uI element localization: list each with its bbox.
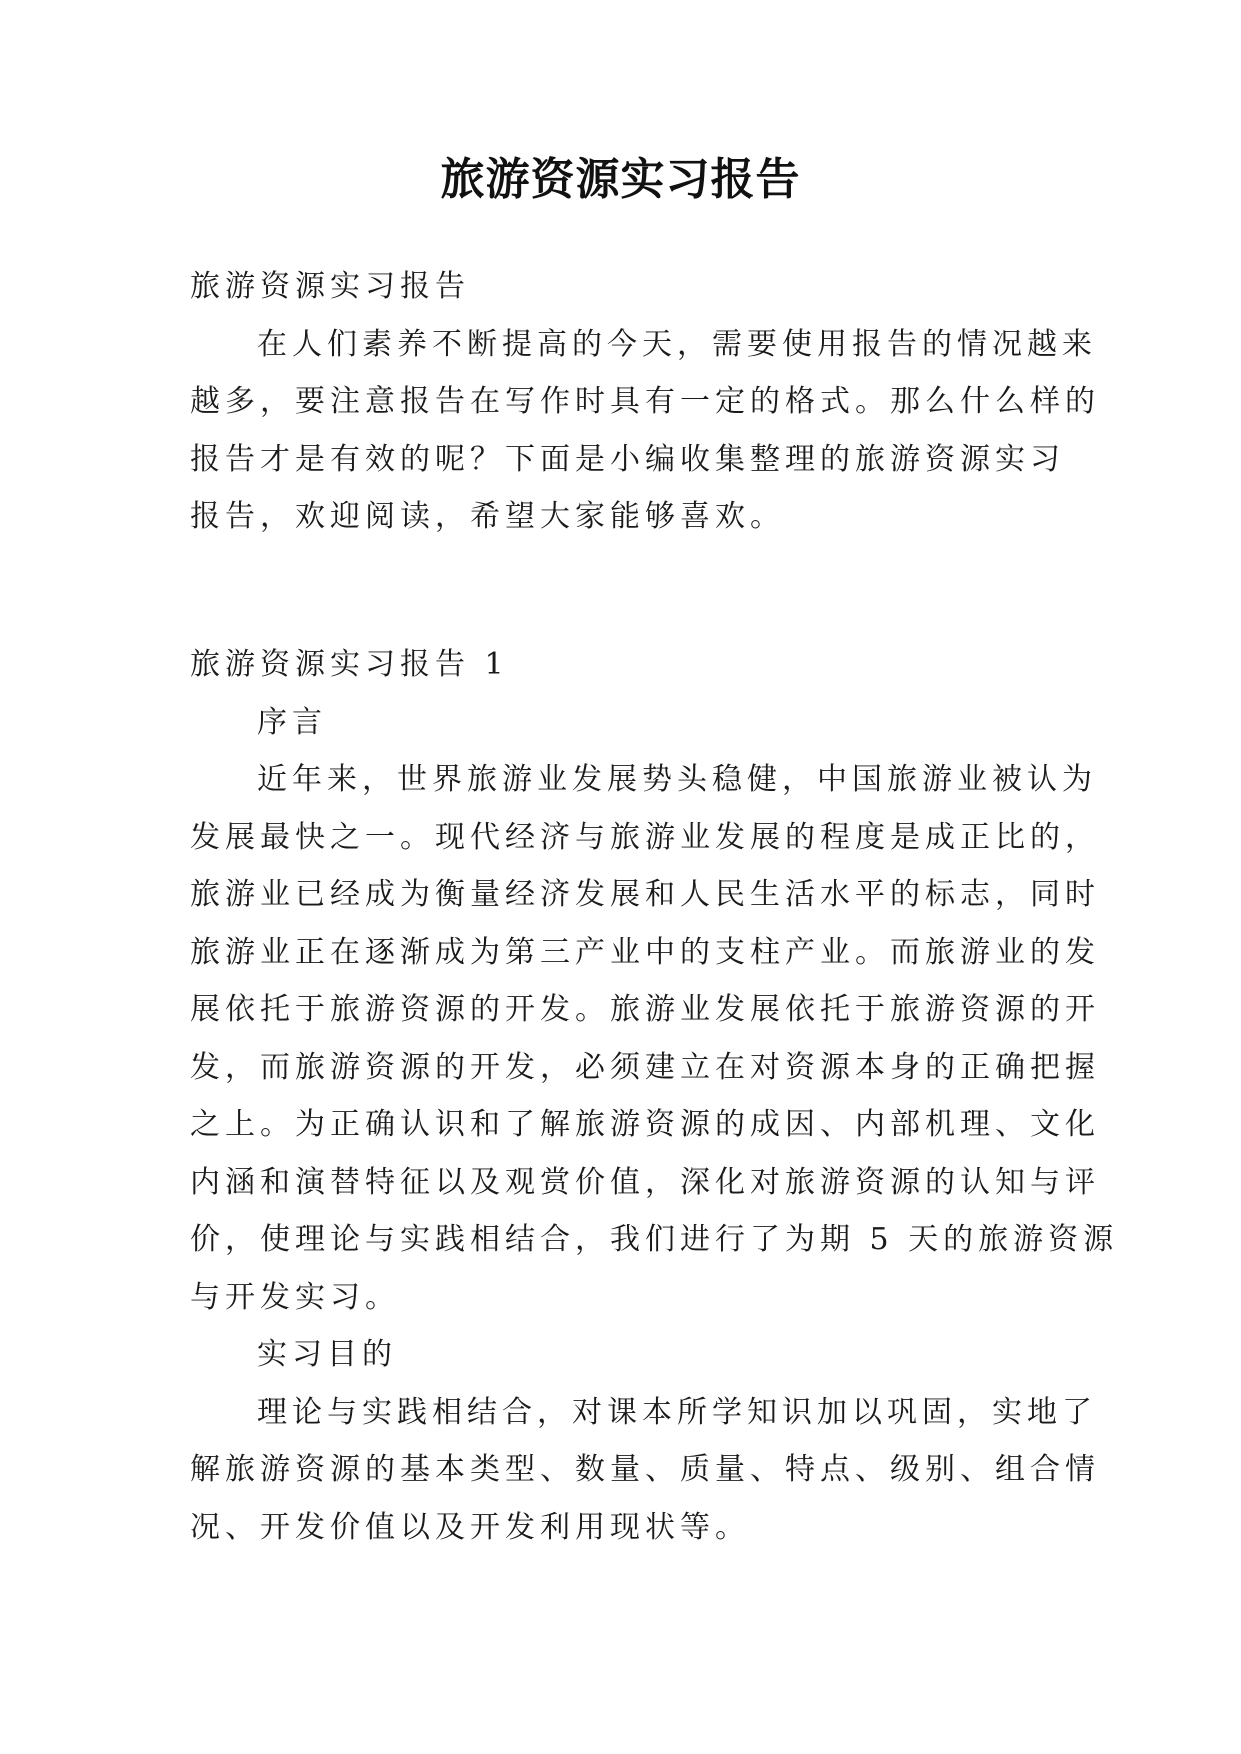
preface-line-10: 与开发实习。 bbox=[190, 1279, 400, 1315]
intro-line-4: 报告，欢迎阅读，希望大家能够喜欢。 bbox=[190, 499, 785, 534]
purpose-line-3: 况、开发价值以及开发利用现状等。 bbox=[190, 1509, 750, 1545]
intro-line-1: 在人们素养不断提高的今天，需要使用报告的情况越来 bbox=[257, 326, 1097, 362]
preface-line-7: 之上。为正确认识和了解旅游资源的成因、内部机理、文化 bbox=[190, 1107, 1100, 1142]
preface-line-4: 旅游业正在逐渐成为第三产业中的支柱产业。而旅游业的发 bbox=[190, 934, 1100, 970]
purpose-line-1: 理论与实践相结合，对课本所学知识加以巩固，实地了 bbox=[257, 1394, 1097, 1430]
intro-line-2: 越多，要注意报告在写作时具有一定的格式。那么什么样的 bbox=[190, 384, 1100, 419]
preface-line-3: 旅游业已经成为衡量经济发展和人民生活水平的标志，同时 bbox=[190, 877, 1100, 912]
subtitle: 旅游资源实习报告 bbox=[190, 269, 470, 304]
preface-line-9: 价，使理论与实践相结合，我们进行了为期 5 天的旅游资源 bbox=[190, 1222, 1119, 1257]
preface-heading: 序言 bbox=[257, 704, 327, 740]
preface-line-1: 近年来，世界旅游业发展势头稳健，中国旅游业被认为 bbox=[257, 762, 1097, 797]
section-1 bbox=[190, 636, 1119, 1556]
purpose-heading: 实习目的 bbox=[257, 1337, 397, 1372]
document-title: 旅游资源实习报告 bbox=[440, 154, 801, 205]
section-1-heading: 旅游资源实习报告 1 bbox=[190, 647, 509, 682]
purpose-line-2: 解旅游资源的基本类型、数量、质量、特点、级别、组合情 bbox=[190, 1452, 1100, 1487]
intro-block bbox=[190, 258, 1100, 546]
preface-line-6: 发，而旅游资源的开发，必须建立在对资源本身的正确把握 bbox=[190, 1049, 1100, 1085]
preface-line-8: 内涵和演替特征以及观赏价值，深化对旅游资源的认知与评 bbox=[190, 1164, 1100, 1200]
preface-line-2: 发展最快之一。现代经济与旅游业发展的程度是成正比的， bbox=[190, 819, 1100, 855]
intro-line-3: 报告才是有效的呢？下面是小编收集整理的旅游资源实习 bbox=[190, 441, 1065, 477]
preface-line-5: 展依托于旅游资源的开发。旅游业发展依托于旅游资源的开 bbox=[190, 992, 1100, 1027]
